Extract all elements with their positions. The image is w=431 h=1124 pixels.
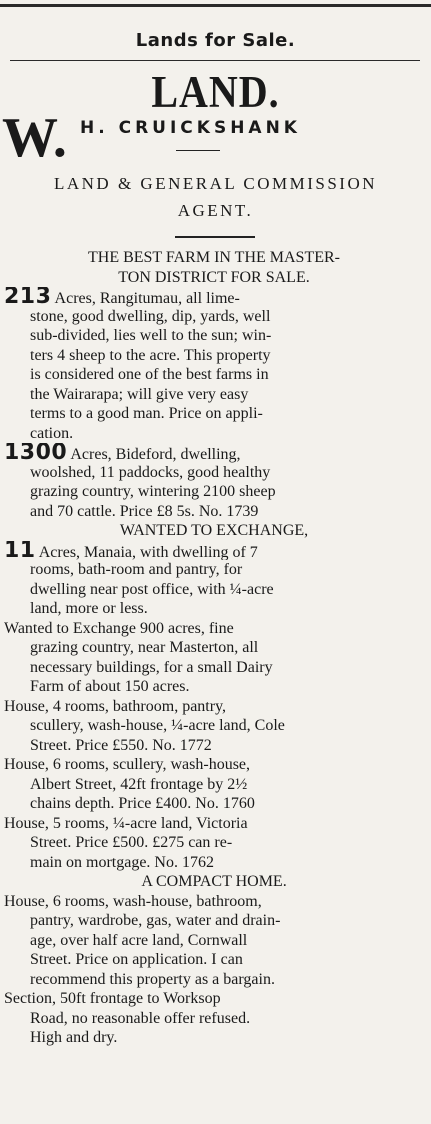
listing-7-line: House, 5 rooms, ¼-acre land, Victoria	[4, 814, 248, 832]
listing-4-line: Wanted to Exchange 900 acres, fine	[4, 619, 234, 637]
agent-role-line-1: LAND & GENERAL COMMISSION	[53, 174, 377, 193]
listing-1-line: ters 4 sheep to the acre. This property	[30, 346, 271, 364]
listing-5-line: Street. Price £550. No. 1772	[30, 736, 212, 754]
listing-9-line: Road, no reasonable offer refused.	[30, 1009, 251, 1027]
listing-3	[4, 541, 424, 619]
listing-1-line: Acres, Rangitumau, all lime-	[51, 290, 240, 307]
listing-3-number: 11	[4, 540, 36, 560]
exchange-heading: WANTED TO EXCHANGE,	[119, 522, 309, 539]
listing-3-line: dwelling near post office, with ¼-acre	[30, 580, 274, 598]
listing-3-line: land, more or less.	[30, 600, 148, 617]
listing-6	[4, 755, 424, 814]
page-title: LAND.	[151, 65, 280, 118]
agent-name: H. CRUICKSHANK	[80, 118, 301, 138]
headline-line-2: TON DISTRICT FOR SALE.	[118, 268, 310, 286]
listing-9-line: Section, 50ft frontage to Worksop	[4, 990, 221, 1007]
listing-6-line: Albert Street, 42ft frontage by 2½	[30, 775, 248, 793]
listing-8-line: House, 6 rooms, wash-house, bathroom,	[4, 892, 262, 910]
listing-5-line: House, 4 rooms, bathroom, pantry,	[4, 697, 227, 715]
listing-7	[4, 814, 424, 873]
listing-2-line: grazing country, wintering 2100 sheep	[30, 483, 276, 500]
listing-8-line: pantry, wardrobe, gas, water and drain-	[30, 912, 281, 929]
listing-1-line: terms to a good man. Price on appli-	[30, 405, 263, 422]
listing-9	[4, 989, 424, 1048]
listing-6-line: chains depth. Price £400. No. 1760	[30, 795, 255, 812]
listing-2-number: 1300	[4, 443, 68, 463]
section-heading: Lands for Sale.	[135, 30, 296, 51]
listing-6-line: House, 6 rooms, scullery, wash-house,	[4, 756, 251, 773]
listing-1-line: is considered one of the best farms in	[30, 366, 269, 383]
listing-1	[4, 287, 424, 443]
listing-8	[4, 892, 424, 990]
listing-3-line: Acres, Manaia, with dwelling of 7	[35, 543, 258, 560]
agent-role-line-2: AGENT.	[177, 201, 254, 220]
listing-9-line: High and dry.	[30, 1029, 118, 1046]
listing-1-line: stone, good dwelling, dip, yards, well	[30, 307, 271, 325]
listing-2-line: Acres, Bideford, dwelling,	[67, 446, 241, 463]
listing-1-line: cation.	[30, 424, 74, 442]
listing-4-line: Farm of about 150 acres.	[30, 678, 190, 695]
agent-initial: W.	[2, 107, 67, 169]
listing-8-line: Street. Price on application. I can	[30, 951, 243, 968]
listings-column	[4, 248, 424, 1048]
listing-8-line: recommend this property as a bargain.	[30, 970, 275, 988]
listing-5	[4, 697, 424, 756]
listing-7-line: main on mortgage. No. 1762	[30, 853, 214, 871]
listing-4-line: grazing country, near Masterton, all	[30, 639, 259, 656]
listing-1-number: 213	[4, 287, 52, 307]
agent-role	[0, 170, 431, 224]
listing-3-line: rooms, bath-room and pantry, for	[30, 561, 243, 578]
listing-8-line: age, over half acre land, Cornwall	[30, 931, 248, 949]
listing-4	[4, 619, 424, 697]
listing-1-line: the Wairarapa; will give very easy	[30, 385, 249, 403]
name-rule	[176, 150, 220, 151]
listing-7-line: Street. Price £500. £275 can re-	[30, 834, 233, 851]
compact-heading: A COMPACT HOME.	[141, 873, 287, 890]
listing-4-line: necessary buildings, for a small Dairy	[30, 658, 273, 676]
heading-rule	[10, 60, 420, 61]
headline-line-1: THE BEST FARM IN THE MASTER-	[87, 249, 340, 266]
top-rule	[0, 4, 431, 7]
listing-1-line: sub-divided, lies well to the sun; win-	[30, 327, 272, 344]
listing-2-line: and 70 cattle. Price £8 5s. No. 1739	[30, 502, 259, 520]
section-divider	[175, 236, 255, 238]
listing-2-line: woolshed, 11 paddocks, good healthy	[30, 463, 271, 481]
listing-2	[4, 443, 424, 521]
listing-5-line: scullery, wash-house, ¼-acre land, Cole	[30, 717, 285, 734]
